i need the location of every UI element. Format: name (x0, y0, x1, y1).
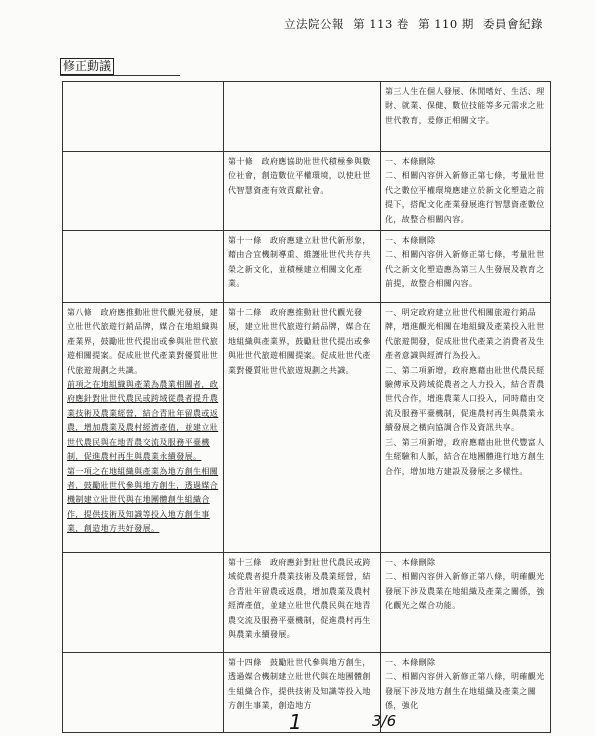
paragraph: 第十條 政府應協助壯世代積極參與數位社會，創造數位平權環境，以使壯世代智慧資產有效貢獻社會。 (228, 157, 371, 195)
paragraph: 第十一條 政府應建立壯世代新形象，藉由合宜機制導重、維護壯世代共存共榮之新文化，並積極建立相關文化產業。 (228, 236, 371, 289)
explanation-cell (381, 152, 551, 231)
draft-provision-cell (224, 653, 381, 733)
explanation-cell (381, 653, 551, 733)
paragraph: 三、第三項新增，政府應藉由壯世代豐富人生經驗和人脈，結合在地團體進行地方創生合作，增加地方建設及發展之多樣性。 (385, 437, 545, 476)
paragraph: 第八條 政府應推動壯世代觀光發展，建立壯世代旅遊行銷品牌，媒合在地組織與產業界，鼓勵壯世代提出或參與壯世代旅遊相關提案。促成壯世代產業對優質壯世代旅遊規劃之共識。 (67, 308, 219, 375)
current-provision-cell (63, 303, 224, 553)
current-provision-cell (63, 152, 224, 231)
explanation-cell (381, 82, 551, 152)
table-row (63, 152, 551, 231)
paragraph: 一、本條刪除 (385, 236, 436, 246)
table-row (63, 82, 551, 152)
paragraph: 一、本條刪除 (385, 558, 436, 568)
paragraph: 第十三條 政府應針對壯世代農民或跨域從農者提升農業技術及農業經營，結合青壯年留農或返農，增加農業及農村經濟產值，並建立壯世代農民與在地青農交流及服務平臺機制，促進農村再生與農業永續發展。 (228, 558, 371, 640)
volume-number: 第 113 卷 (353, 17, 409, 31)
current-provision-cell (63, 231, 224, 303)
page-mark: 3/6 (372, 712, 397, 730)
paragraph: 第十四條 鼓勵壯世代參與地方創生，透過媒合機制建立壯世代與在地團體創生組織合作，提供技術及知識等投入地方創生事業，創造地方 (228, 658, 371, 711)
underlined-paragraph: 前項之在地組織與產業為農業相關者，政府應針對壯世代農民或跨域從農者提升農業技術及農業經營，結合青壯年留農或返農，增加農業及農村經濟產值，並建立壯世代農民與在地青農交流及服務平臺機制，促進農村再生與農業永續發展。 (67, 380, 219, 462)
paragraph: 一、本條刪除 (385, 658, 436, 668)
draft-provision-cell (224, 152, 381, 231)
draft-provision-cell (224, 82, 381, 152)
current-provision-cell (63, 553, 224, 653)
current-provision-cell (63, 653, 224, 733)
publication-name: 立法院公報 (284, 17, 344, 31)
table-row (63, 653, 551, 733)
explanation-cell (381, 553, 551, 653)
table-row (63, 231, 551, 303)
paragraph: 二、相關內容併入新修正第八條，明確觀光發展下涉及農業在地組織及產業之關係，強化觀光之媒合功能。 (385, 572, 545, 611)
paragraph: 一、明定政府建立壯世代相關旅遊行銷品牌，增進觀光相關在地組織及產業投入壯世代旅遊開發，促成壯世代產業之消費者及生產者意識與經濟行為投入。 (385, 308, 545, 361)
table-row (63, 553, 551, 653)
explanation-cell (381, 303, 551, 553)
page-header (279, 16, 543, 32)
paragraph: 二、第二項新增，政府應藉由壯世代農民經驗傳承及跨域從農者之人力投入，結合青農世代合作，增進農業人口投入，同時藉由交流及服務平臺機制，促進農村再生與農業永續發展之橫向協調合作及資訊共享。 (385, 365, 545, 433)
amendment-table (62, 81, 551, 733)
paragraph: 二、相關內容併入新修正第七條，考量壯世代之數位平權環境應建立於新文化塑造之前提下，搭配文化產業發展進行智慧資產數位化，故整合相關內容。 (385, 171, 545, 224)
current-provision-cell (63, 82, 224, 152)
section-label: 修正動議 (60, 58, 114, 75)
record-section: 委員會紀錄 (483, 17, 543, 31)
explanation-cell (381, 231, 551, 303)
paragraph: 第三人生在個人發展、休閒嗜好、生活、理財、就業、保健、數位技能等多元需求之壯世代教育，爰修正相關文字。 (385, 87, 545, 125)
draft-provision-cell (224, 231, 381, 303)
underlined-paragraph: 第一項之在地組織與產業為地方創生相關者，鼓勵壯世代參與地方創生，透過媒合機制建立壯世代與在地團體創生組織合作，提供技術及知識等投入地方創生事業，創造地方共好發展。 (67, 466, 219, 534)
draft-provision-cell (224, 303, 381, 553)
issue-number: 第 110 期 (418, 17, 474, 31)
draft-provision-cell (224, 553, 381, 653)
handwritten-mark: 1 (289, 710, 302, 734)
paragraph: 二、相關內容併入新修正第七條，考量壯世代之新文化塑造應為第三人生發展及教育之前提，故整合相關內容。 (385, 250, 545, 289)
paragraph: 一、本條刪除 (385, 157, 436, 166)
header-rule (60, 75, 180, 76)
table-row (63, 303, 551, 553)
paragraph: 二、相關內容併入新修正第八條，明確觀光發展下涉及地方創生在地組織及產業之關係，強化 (385, 672, 545, 711)
paragraph: 第十二條 政府應推動壯世代觀光發展，建立壯世代旅遊行銷品牌，媒合在地組織與產業界，鼓勵壯世代提出或參與壯世代旅遊相關提案。促成壯世代產業對優質壯世代旅遊規劃之共識。 (228, 308, 371, 375)
